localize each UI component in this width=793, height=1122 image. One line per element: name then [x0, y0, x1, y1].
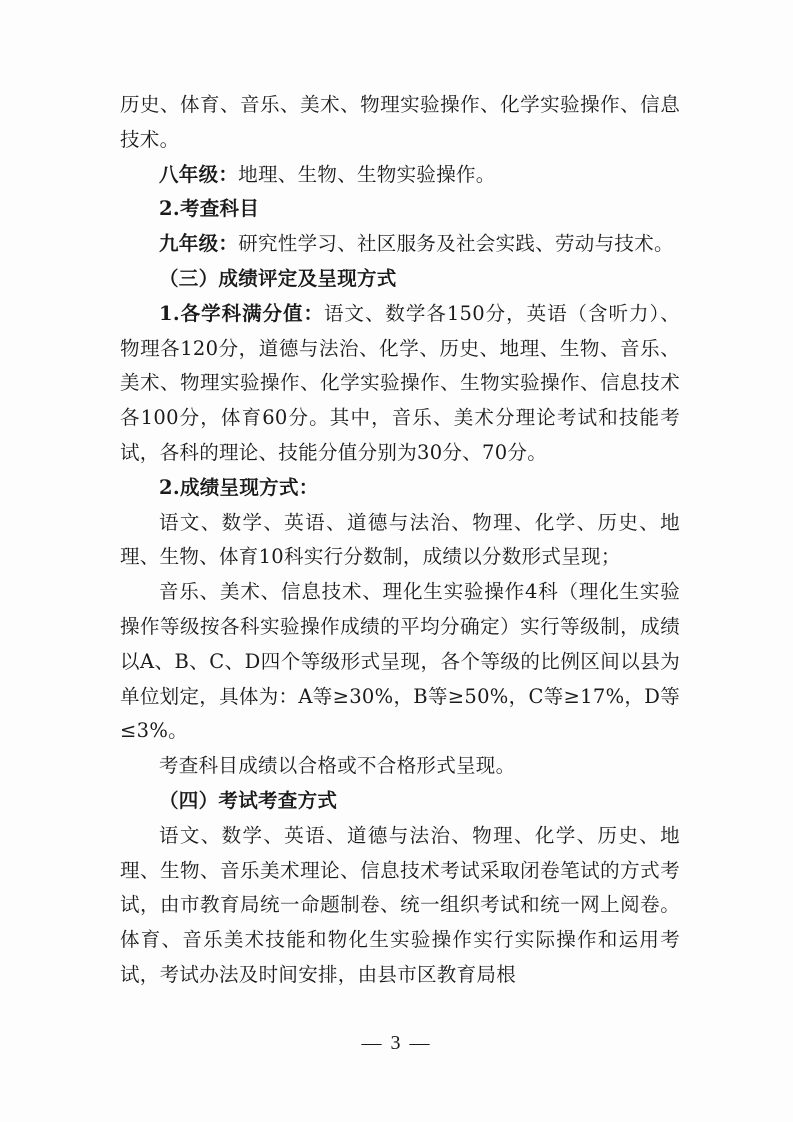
paragraph-grade9: 九年级：研究性学习、社区服务及社会实践、劳动与技术。: [159, 232, 674, 256]
page-number: — 3 —: [361, 1032, 432, 1054]
paragraph-exam-method: 语文、数学、英语、道德与法治、物理、化学、历史、地理、生物、音乐美术理论、信息技术考试采取闭卷笔试的方式考试，由市教育局统一命题制卷、统一组织考试和统一网上阅卷。体育、音乐美术技能和物化生实验操作实行实际操作和运用考试，考试办法及时间安排，由县市区教育局根: [120, 823, 680, 986]
label-grade9: 九年级：: [159, 232, 239, 256]
heading-score-presentation: 2.成绩呈现方式：: [159, 475, 319, 499]
paragraph-continuation: 历史、体育、音乐、美术、物理实验操作、化学实验操作、信息技术。: [120, 93, 680, 151]
paragraph-grade8: 八年级：地理、生物、生物实验操作。: [159, 162, 496, 186]
body-text: [120, 88, 680, 993]
paragraph-score-system: 语文、数学、英语、道德与法治、物理、化学、历史、地理、生物、体育10科实行分数制，成绩以分数形式呈现；: [120, 510, 680, 569]
heading-section-3: （三）成绩评定及呈现方式: [159, 266, 397, 290]
paragraph-pass-fail: 考查科目成绩以合格或不合格形式呈现。: [159, 754, 516, 778]
paragraph-full-scores: 1.各学科满分值：语文、数学各150分，英语（含听力）、物理各120分，道德与法治、化学、历史、地理、生物、音乐、美术、物理实验操作、化学实验操作、生物实验操作、信息技术各100分，体育60分。其中，音乐、美术分理论考试和技能考试，各科的理论、技能分值分别为30分、70分。: [120, 301, 680, 464]
heading-section-4: （四）考试考查方式: [159, 788, 338, 812]
label-grade8: 八年级：: [159, 162, 239, 186]
heading-inspection-subjects: 2.考查科目: [159, 197, 260, 221]
label-full-scores: 1.各学科满分值：: [159, 301, 324, 325]
paragraph-grade-system: 音乐、美术、信息技术、理化生实验操作4科（理化生实验操作等级按各科实验操作成绩的平均分确定）实行等级制，成绩以A、B、C、D四个等级形式呈现，各个等级的比例区间以县为单位划定，具体为：A等≥30%，B等≥50%，C等≥17%，D等≤3%。: [120, 580, 680, 743]
